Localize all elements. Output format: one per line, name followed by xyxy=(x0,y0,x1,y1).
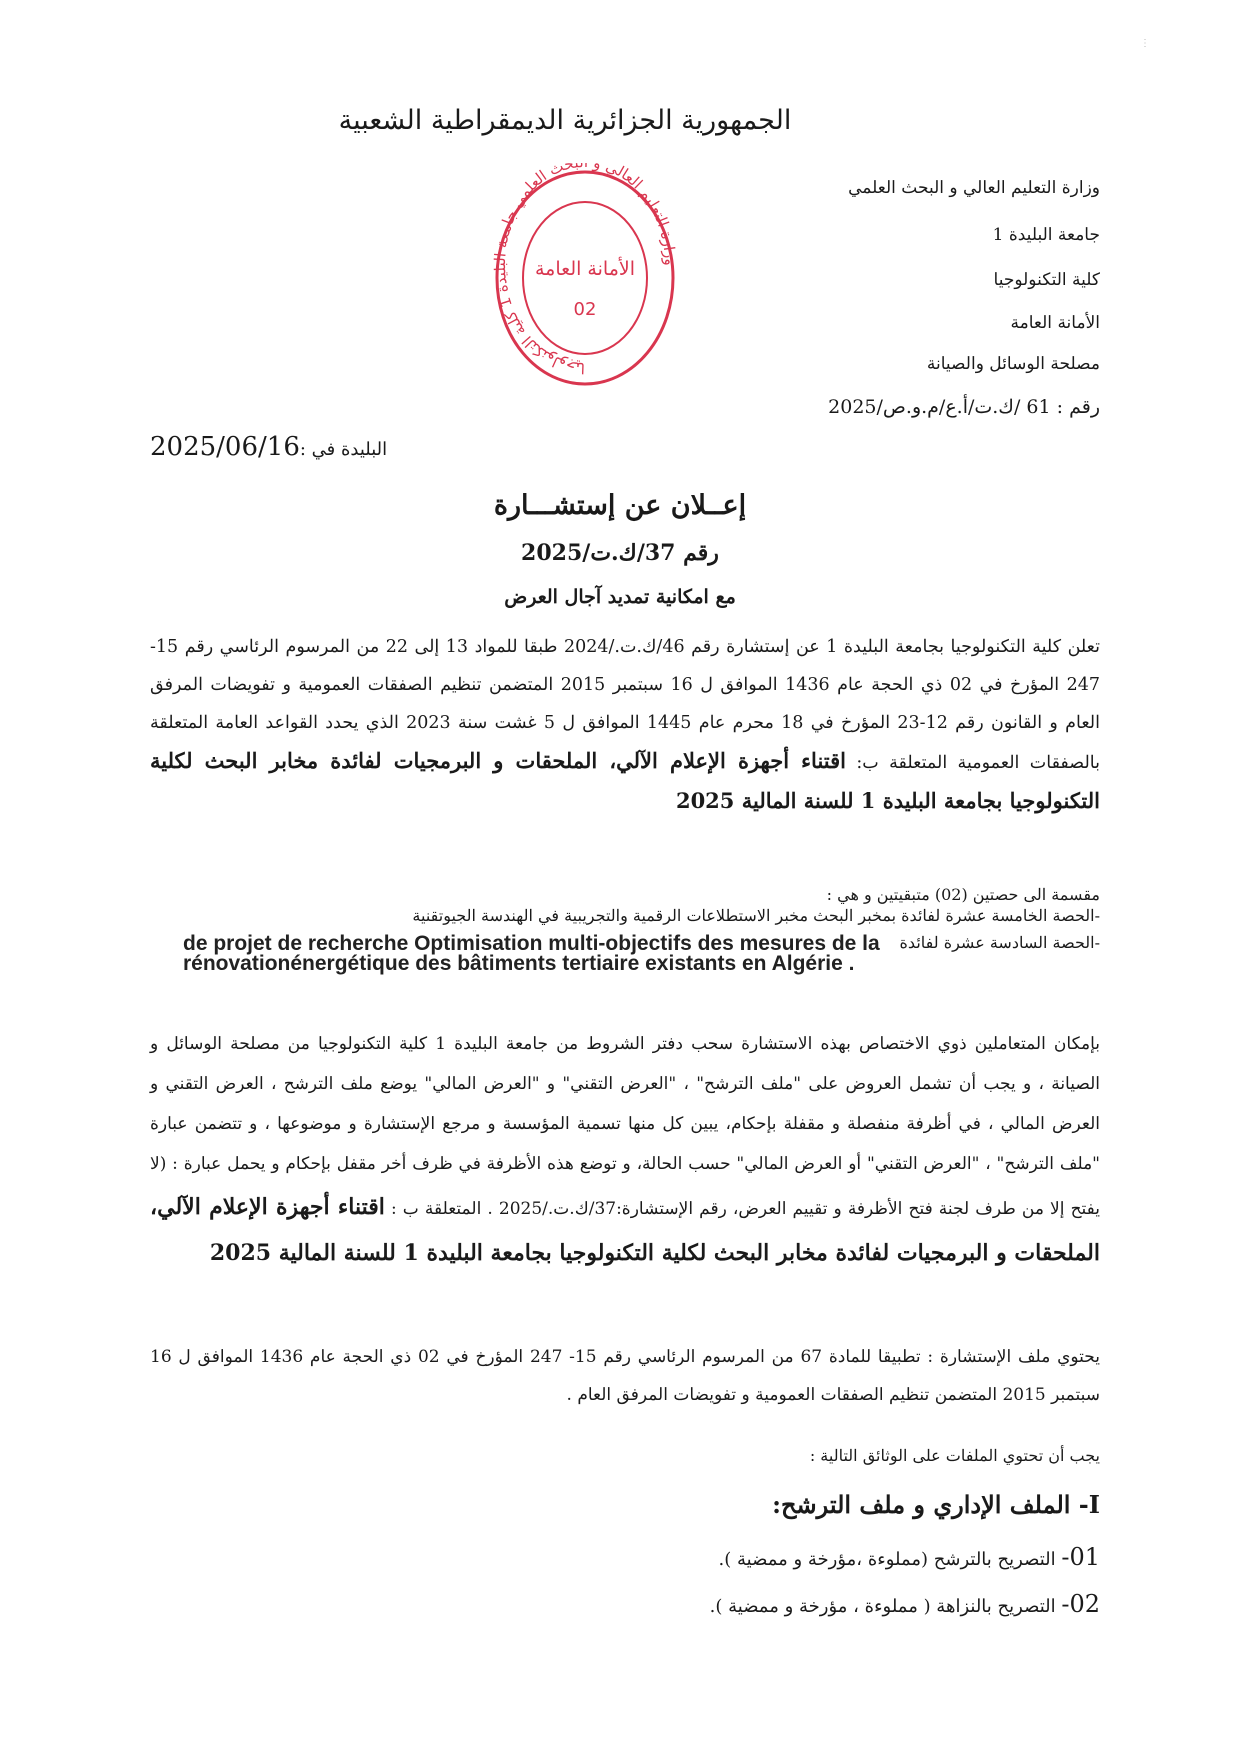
scan-marks: ⋮ xyxy=(1140,38,1150,49)
date-value: 2025/06/16 xyxy=(150,432,300,462)
conditions-paragraph xyxy=(150,1024,1100,1276)
secretariat-line: الأمانة العامة xyxy=(1010,313,1100,333)
lot-16-french-title xyxy=(183,934,1100,974)
item-number: 02- xyxy=(1061,1590,1100,1618)
list-item xyxy=(710,1590,1100,1618)
ministry-line: وزارة التعليم العالي و البحث العلمي xyxy=(848,178,1100,198)
date-line xyxy=(150,432,387,462)
section-administrative-file: I- الملف الإداري و ملف الترشح: xyxy=(772,1490,1100,1519)
announcement-number: رقم 37/ك.ت/2025 xyxy=(521,540,719,566)
stamp-center-text: الأمانة العامة xyxy=(535,258,635,280)
lot-16: -الحصة السادسة عشرة لفائدة xyxy=(899,933,1100,952)
lot-16-french-line-1: de projet de recherche Optimisation multi-objectifs des mesures de la xyxy=(183,932,880,955)
intro-paragraph xyxy=(150,628,1100,822)
republic-heading: الجمهورية الجزائرية الديمقراطية الشعبية xyxy=(338,105,792,136)
intro-subject: اقتناء أجهزة الإعلام الآلي، الملحقات و البرمجيات لفائدة مخابر البحث لكلية التكنولوجيا بجامعة البليدة 1 للسنة المالية 2025 xyxy=(150,748,1100,813)
lot-15: -الحصة الخامسة عشرة لفائدة بمخبر البحث مخبر الاستطلاعات الرقمية والتجريبية في الهندسة الجيوتقنية xyxy=(412,906,1100,925)
date-label: البليدة في : xyxy=(299,439,388,460)
lot-16-french-line-2: rénovationénergétique des bâtiments tertiaire existants en Algérie . xyxy=(183,952,855,975)
university-line: جامعة البليدة 1 xyxy=(992,225,1100,245)
contents-paragraph: يحتوي ملف الإستشارة : تطبيقا للمادة 67 من المرسوم الرئاسي رقم 15- 247 المؤرخ في 02 ذي الحجة عام 1436 الموافق ل 16 سبتمبر 2015 المتضمن تنظيم الصفقات العمومية و تفويضات المرفق العام . xyxy=(150,1347,1100,1405)
item-text: التصريح بالنزاهة ( مملوءة ، مؤرخة و ممضية ). xyxy=(709,1596,1056,1617)
intro-text: تعلن كلية التكنولوجيا بجامعة البليدة 1 عن إستشارة رقم 46/ك.ت./2024 طبقا للمواد 13 إلى 22 من المرسوم الرئاسي رقم 15-247 المؤرخ في 02 ذي الحجة عام 1436 الموافق ل 16 سبتمبر 2015 المتضمن تنظيم الصفقات العمومية و تفويضات المرفق العام و القانون رقم 12-23 المؤرخ في 18 محرم عام 1445 الموافق ل 5 غشت سنة 2023 الذي يحدد القواعد العامة المتعلقة بالصفقات العمومية المتعلقة ب: xyxy=(150,637,1100,773)
documents-intro: يجب أن تحتوي الملفات على الوثائق التالية : xyxy=(809,1446,1100,1465)
service-line: مصلحة الوسائل والصيانة xyxy=(926,354,1100,374)
announcement-subtitle: مع امكانية تمديد آجال العرض xyxy=(504,586,736,608)
item-text: التصريح بالترشح (مملوءة ،مؤرخة و ممضية ). xyxy=(718,1549,1056,1570)
faculty-line: كلية التكنولوجيا xyxy=(993,270,1100,290)
stamp-number: 02 xyxy=(573,299,597,320)
conditions-subject: اقتناء أجهزة الإعلام الآلي، الملحقات و البرمجيات لفائدة مخابر البحث لكلية التكنولوجيا بجامعة البليدة 1 للسنة المالية 2025 xyxy=(150,1194,1100,1266)
list-item xyxy=(719,1543,1100,1571)
official-stamp xyxy=(490,163,680,393)
item-number: 01- xyxy=(1061,1543,1100,1571)
conditions-text: بإمكان المتعاملين ذوي الاختصاص بهذه الاستشارة سحب دفتر الشروط من جامعة البليدة 1 كلية التكنولوجيا من مصلحة الوسائل و الصيانة ، و يجب أن تشمل العروض على "ملف الترشح" ، "العرض التقني" و "العرض المالي" يوضع ملف الترشح ، العرض التقني و العرض المالي ، في أظرفة منفصلة و مقفلة بإحكام، يبين كل منها تسمية المؤسسة و مرجع الإستشارة و موضوعها ، و تتضمن عبارة "ملف الترشح" ، "العرض التقني" أو العرض المالي" حسب الحالة، و توضع هذه الأظرفة في ظرف أخر مقفل بإحكام و يحمل عبارة : (لا يفتح إلا من طرف لجنة فتح الأظرفة و تقييم العرض، رقم الإستشارة:37/ك.ت./2025 . المتعلقة ب : xyxy=(150,1034,1101,1219)
reference-number: رقم : 61 /ك.ت/أ.ع/م.و.ص/2025 xyxy=(828,396,1100,418)
announcement-title: إعــلان عن إستشـــارة xyxy=(493,490,747,521)
lots-intro: مقسمة الى حصتين (02) متبقيتين و هي : xyxy=(826,885,1100,904)
stamp-outer-text: وزارة التعليم العالي و حث العلمي جامعة البليدة 1 كلية التكنولوجيا xyxy=(491,163,680,378)
